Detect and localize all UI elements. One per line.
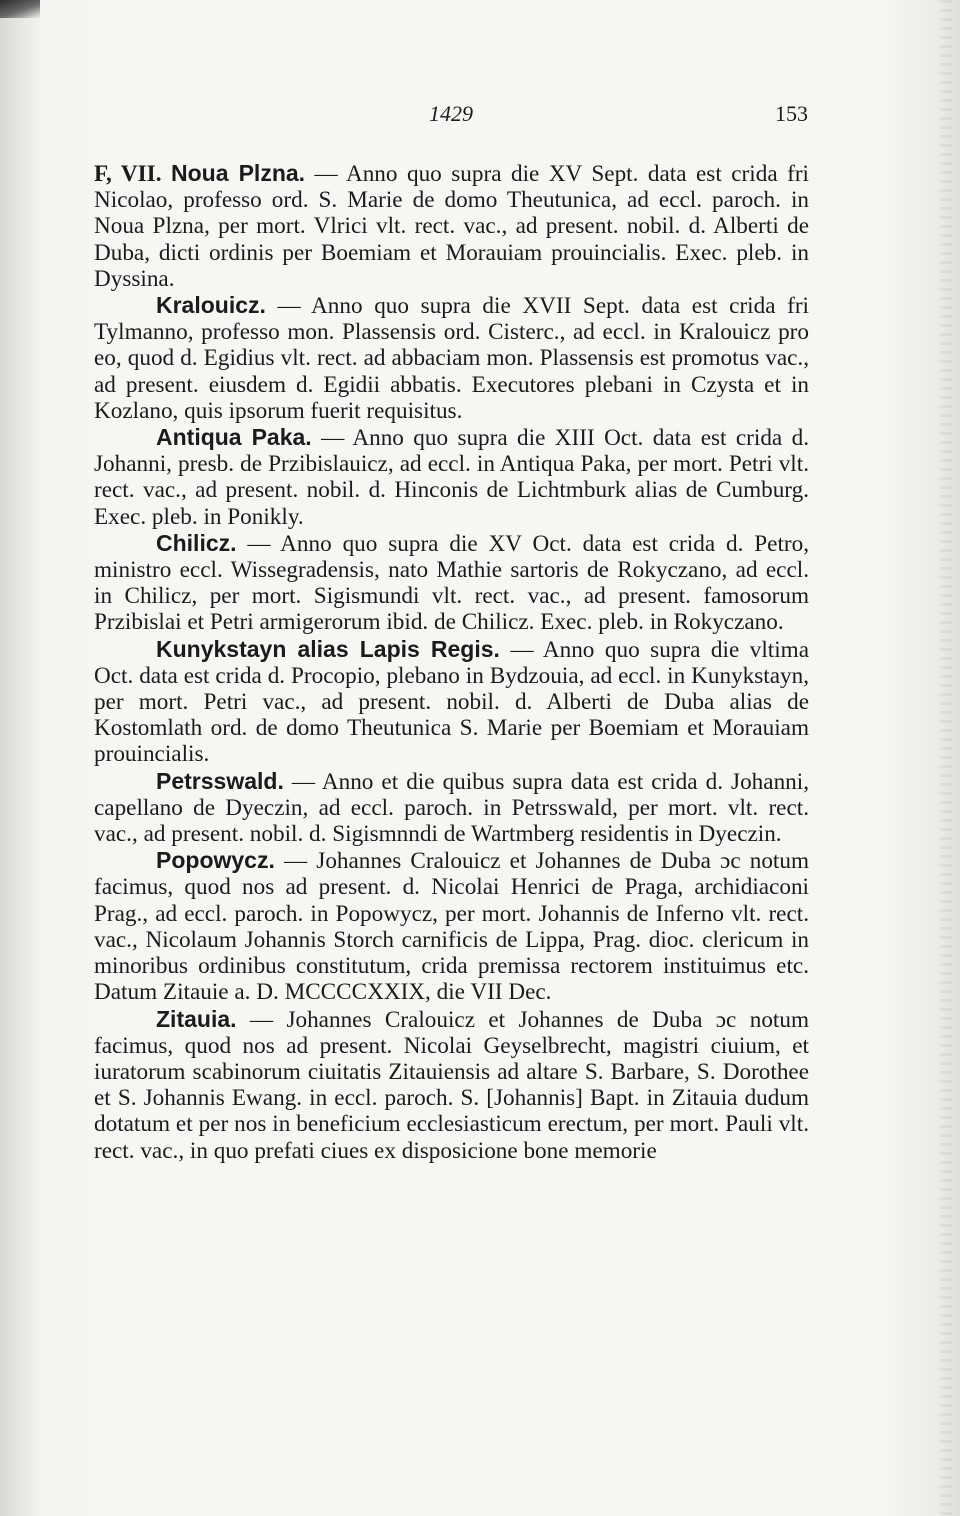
entry-heading: Petrsswald.: [156, 767, 284, 794]
entry-kralouicz: [94, 292, 809, 424]
entry-noua-plzna: [94, 160, 809, 292]
entry-text: — Johannes Cralouicz et Johannes de Duba ɔc notum facimus, quod nos ad present. Nicolai Geyselbrecht, magistri ciuium, et iuratorum scabinorum ciuitatis Zitauiensis ad altare S. Barbare, S. Dorothee et S. Johannis Ewang. in eccl. paroch. S. [Johannis] Bapt. in Zitauia dudum dotatum et per nos in beneficium ecclesiasticum erectum, per mort. Pauli vlt. rect. vac., in quo prefati ciues ex disposicione bone memorie: [94, 1006, 809, 1164]
entry-popowycz: [94, 847, 809, 1005]
entry-text: — Anno et die quibus supra data est crida d. Johanni, capellano de Dyeczin, ad eccl. paroch. in Petrsswald, per mort. vlt. rect. vac., ad present. nobil. d. Sigismnndi de Wartmberg residentis in Dyeczin.: [94, 768, 809, 848]
entry-text: — Johannes Cralouicz et Johannes de Duba ɔc notum facimus, quod nos ad present. d. Nicolai Henrici de Praga, archidiaconi Prag., ad eccl. paroch. in Popowycz, per mort. Johannis de Inferno vlt. rect. vac., Nicolaum Johannis Storch carnificis de Lippa, Prag. dioc. clericum in minoribus ordinibus constitutum, crida premissa rectorem instituimus etc. Datum Zitauie a. D. MCCCCXXIX, die VII Dec.: [94, 848, 809, 1006]
entry-heading: Popowycz.: [156, 847, 275, 874]
entry-heading: Kralouicz.: [156, 292, 266, 319]
entry-zitauia: [94, 1006, 809, 1164]
entry-heading: Noua Plzna.: [171, 160, 306, 186]
entry-chilicz: [94, 530, 809, 636]
entry-text: — Anno quo supra die XIII Oct. data est crida d. Johanni, presb. de Przibislauicz, ad eccl. in Antiqua Paka, per mort. Petri vlt. rect. vac., ad present. nobil. d. Hinconis de Lichtmburk alias de Cumburg. Exec. pleb. in Ponikly.: [94, 425, 809, 530]
entry-petrsswald: [94, 768, 809, 848]
entry-antiqua-paka: [94, 424, 809, 530]
page-number: 153: [775, 101, 808, 126]
body-text: [94, 160, 809, 1164]
entry-text: — Anno quo supra die XV Sept. data est crida fri Nicolao, professo ord. S. Marie de domo Theutunica, ad eccl. paroch. in Noua Plzna, per mort. Vlrici vlt. rect. vac., ad present. nobil. d. Alberti de Duba, dicti ordinis per Boemiam et Morauiam prouincialis. Exec. pleb. in Dyssina.: [94, 161, 809, 292]
scan-corner-shadow: [0, 0, 40, 18]
entry-heading: Chilicz.: [156, 529, 237, 556]
running-header: [94, 101, 808, 135]
entry-heading: Antiqua Paka.: [156, 424, 312, 451]
entry-text: — Anno quo supra die vltima Oct. data est crida d. Procopio, plebano in Bydzouia, ad eccl. in Kunykstayn, per mort. Petri vac., ad present. nobil. d. Alberti de Duba alias de Kostomlath ord. de domo Theutunica S. Marie per Boemiam et Morauiam prouincialis.: [94, 636, 810, 768]
header-year: 1429: [429, 101, 473, 126]
entry-text: — Anno quo supra die XVII Sept. data est crida fri Tylmanno, professo mon. Plassensis ord. Cisterc., ad eccl. in Kralouicz pro eo, quod d. Egidius vlt. rect. ad abbaciam mon. Plassensis est promotus vac., ad present. eiusdem d. Egidii abbatis. Executores plebani in Czysta et in Kozlano, quis ipsorum fuerit requisitus.: [94, 293, 809, 424]
page-edge: [940, 0, 952, 1516]
entry-kunykstayn: [94, 636, 809, 768]
entry-heading: Kunykstayn alias Lapis Regis.: [156, 635, 500, 662]
entry-text: — Anno quo supra die XV Oct. data est crida d. Petro, ministro eccl. Wissegradensis, nato Mathie sartoris de Rokyczano, ad eccl. in Chilicz, per mort. Sigismundi vlt. rect. vac., ad present. famosorum Przibislai et Petri armigerorum ibid. de Chilicz. Exec. pleb. in Rokyczano.: [94, 530, 809, 636]
archive-signature: F, VII.: [94, 161, 162, 187]
entry-heading: Zitauia.: [156, 1005, 237, 1032]
